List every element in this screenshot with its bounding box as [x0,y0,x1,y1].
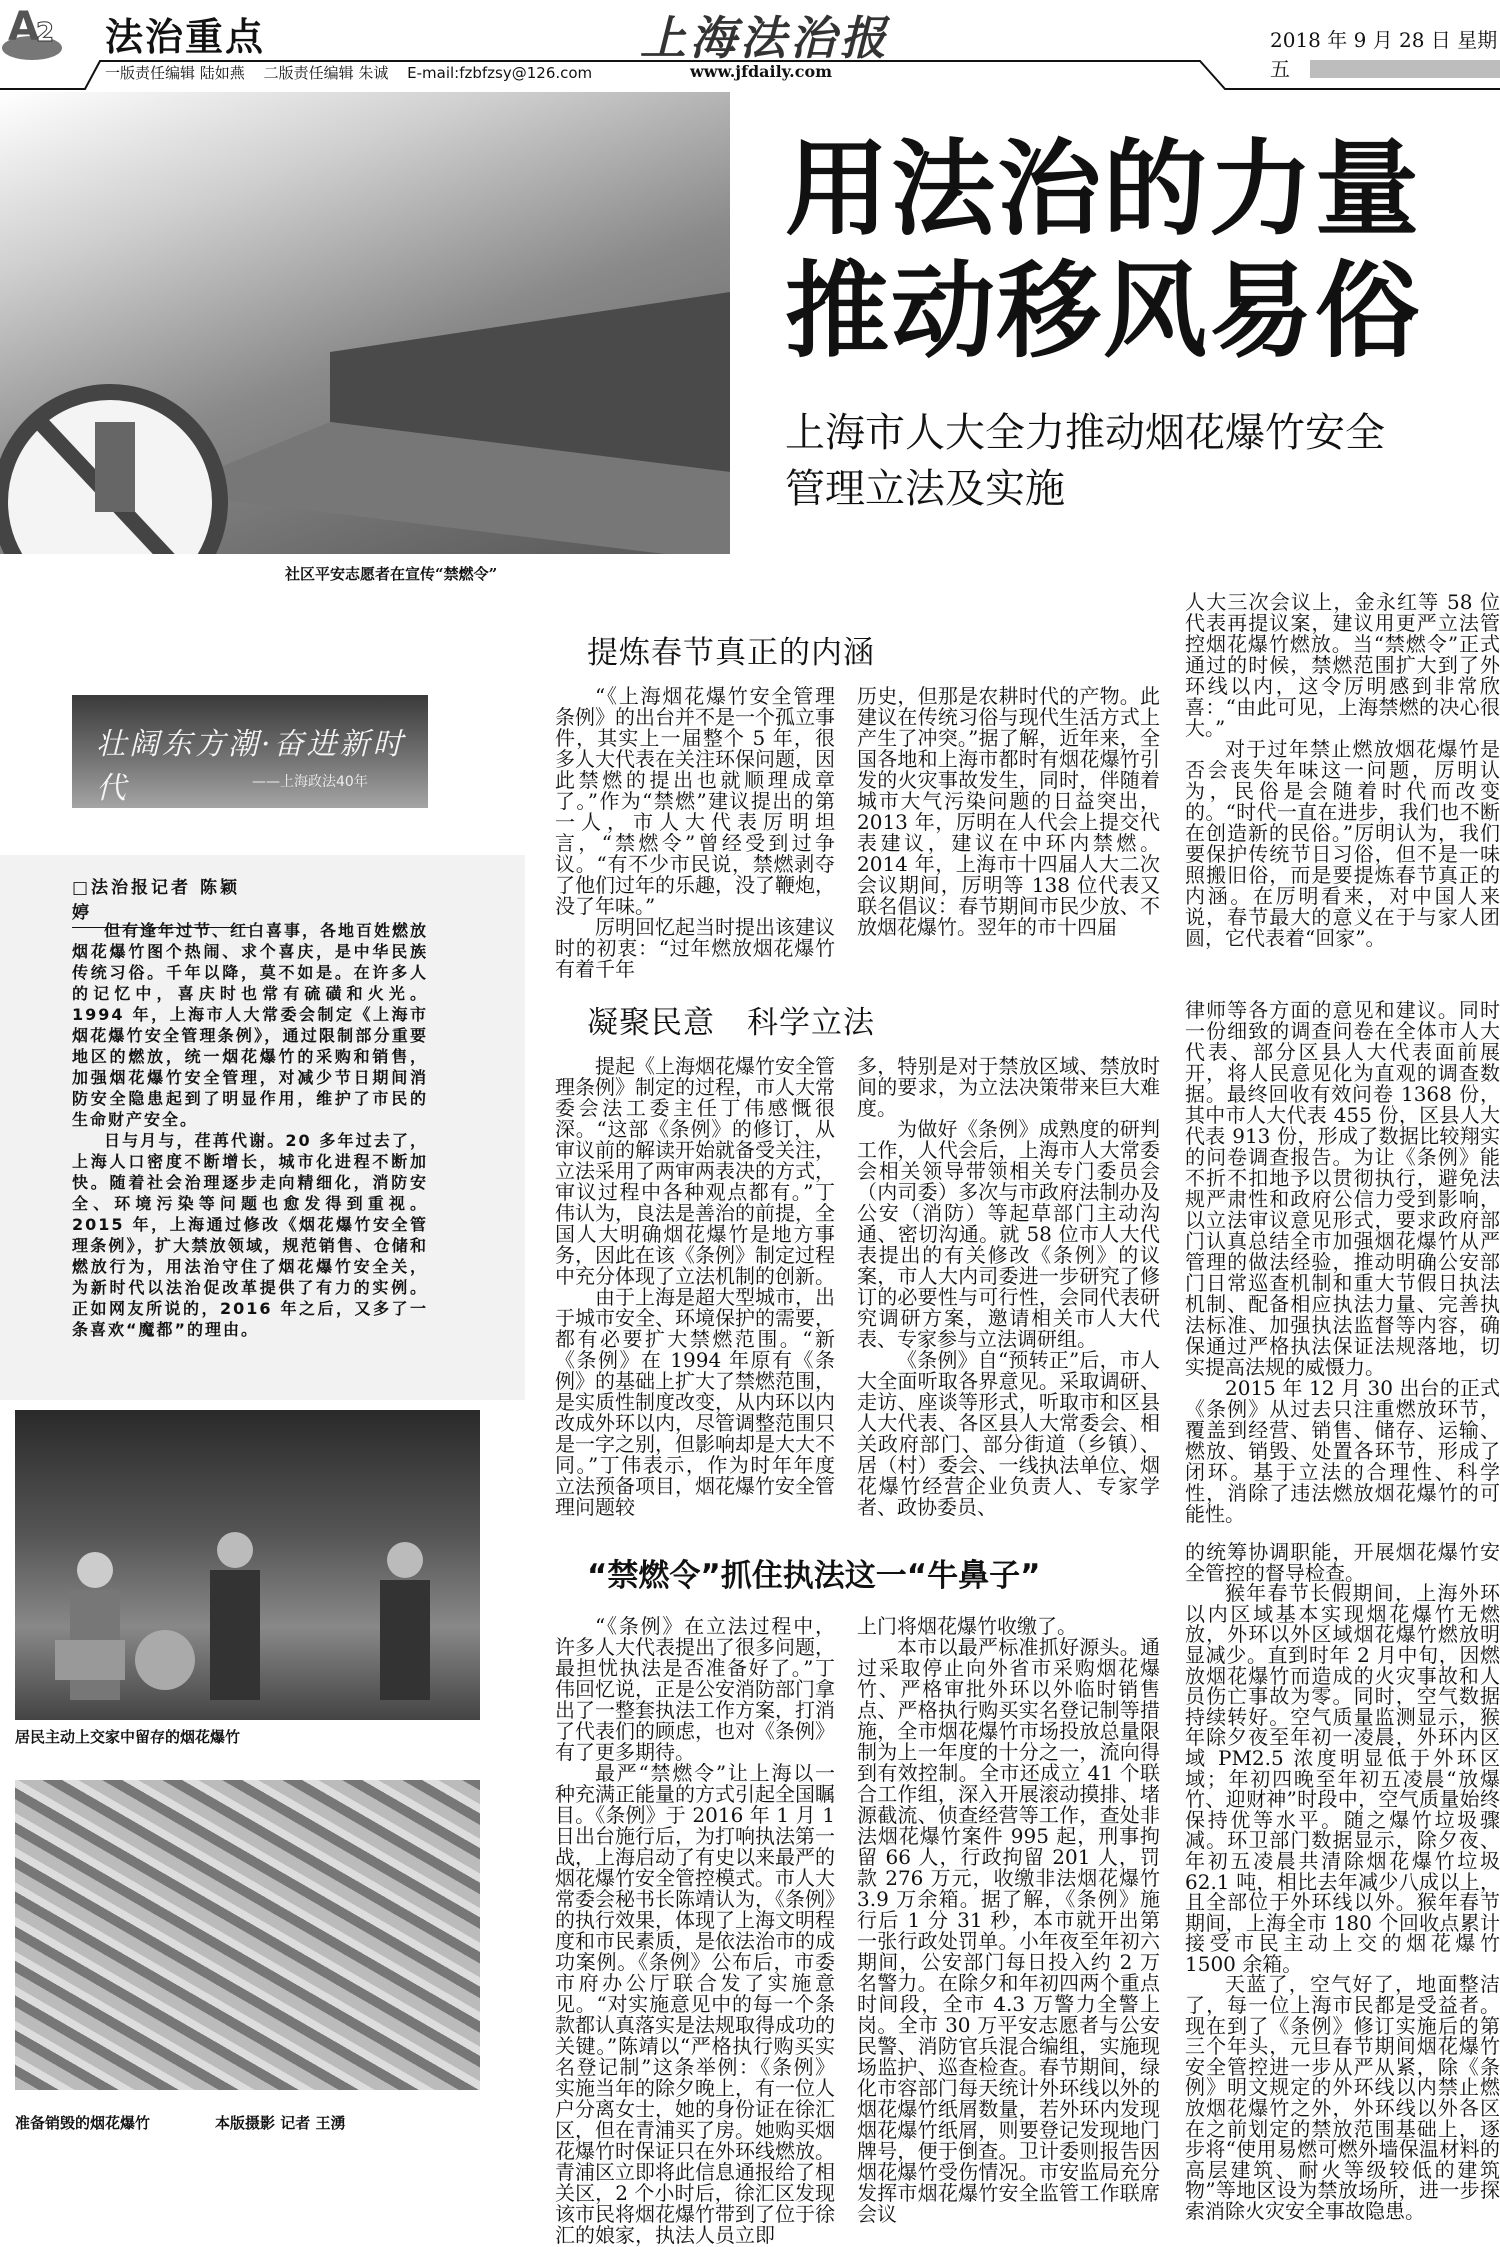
subheadline: 上海市人大全力推动烟花爆竹安全管理立法及实施 [785,410,1385,512]
editor-1: 一版责任编辑 陆如燕 [105,64,245,82]
paragraph: 律师等各方面的意见和建议。同时一份细致的调查问卷在全体市人大代表、部分区县人大代表面前展开，将人民意见化为直观的调查数据。最终回收有效问卷 1368 份，其中市人大代表 455 份，区县人大代表 913 份，形成了数据比较翔实的问卷调查报告。为让《条例》能不折不扣地予以贯彻执行，避免法规严肃性和政府公信力受到影响，以立法审议意见形式，要求政府部门认真总结全市加强烟花爆竹从严管理的做法经验，推动明确公安部门日常巡查机制和重大节假日执法机制、配备相应执法力量、完善执法标准、加强执法监督等内容，确保通过严格执法保证法规落地，切实提高法规的威慑力。 [1185,998,1500,1379]
no-fireworks-sign-icon [0,92,730,554]
section-3-title: “禁燃令”抓住执法这一“牛鼻子” [587,1558,1041,1594]
email[interactable]: E-mail:fzbfzsy@126.com [407,64,593,82]
issue-date: 2018 年 9 月 28 日 星期五 [1270,28,1498,81]
paragraph: 《条例》自“预转正”后，市人大全面听取各界意见。采取调研、走访、座谈等形式，听取市和区县人大代表、各区县人大常委会、相关政府部门、部分街道（乡镇）、居（村）委会、一线执法单位、烟花爆竹经营企业负责人、专家学者、政协委员、 [857,1348,1160,1519]
paragraph: 为做好《条例》成熟度的研判工作，人代会后，上海市人大常委会相关领导带领相关专门委员会（内司委）多次与市政府法制办及公安（消防）等起草部门主动沟通、密切沟通。就 58 位市人大代表提出的有关修改《条例》的议案，市人大内司委进一步研究了修订的必要性与可行性，会同代表研究调研方案，邀请相关市人大代表、专家参与立法调研组。 [857,1117,1160,1351]
page-number-badge [0,4,70,62]
paragraph: 对于过年禁止燃放烟花爆竹是否会丧失年味这一问题，厉明认为，民俗是会随着时代而改变的。“时代一直在进步，我们也不断在创造新的民俗。”厉明认为，我们要保护传统节日习俗，但不是一味照搬旧俗，而是要提炼春节真正的内涵。在厉明看来，对中国人来说，春节最大的意义在于与家人团圆，它代表着“回家”。 [1185,737,1500,950]
headline [785,128,1421,372]
paragraph: 多，特别是对于禁放区域、禁放时间的要求，为立法决策带来巨大难度。 [857,1054,1160,1120]
paragraph: 天蓝了，空气好了，地面整洁了，每一位上海市民都是受益者。现在到了《条例》修订实施后的第三个年头，元旦春节期间烟花爆竹安全管控进一步从严从紧，除《条例》明文规定的外环线以内禁止燃放烟花爆竹之外，外环线以外各区在之前划定的禁放范围基础上，逐步将“使用易燃可燃外墙保温材料的高层建筑、耐火等级较低的建筑物”等地区设为禁放场所，进一步探索消除火灾安全事故隐患。 [1185,1972,1500,2223]
paragraph: 厉明回忆起当时提出该建议时的初衷：“过年燃放烟花爆竹有着千年 [555,915,835,981]
paragraph: 人大三次会议上，金永红等 58 位代表再提议案，建议用更严立法管控烟花爆竹燃放。当“禁燃令”正式通过的时候，禁燃范围扩大到了外环线以内，这令厉明感到非常欣喜：“由此可见，上海禁燃的决心很大。” [1185,590,1500,740]
section-2-column-2 [857,1056,1160,1518]
ad-banner[interactable] [72,695,428,808]
paragraph: 猴年春节长假期间，上海外环以内区域基本实现烟花爆竹无燃放，外环以外区域烟花爆竹燃放明显减少。直到时年 2 月中旬，因燃放烟花爆竹而造成的火灾事故和人员伤亡事故为零。同时，空气数据持续转好。空气质量监测显示，猴年除夕夜至年初一凌晨，外环内区域 PM2.5 浓度明显低于外环区域；年初四晚至年初五凌晨“放爆竹、迎财神”时段中，空气质量始终保持优等水平。随之爆竹垃圾骤减。环卫部门数据显示，除夕夜、年初五凌晨共清除烟花爆竹垃圾 62.1 吨，相比去年减少八成以上，且全部位于外环线以外。猴年春节期间，上海全市 180 个回收点累计接受市民主动上交的烟花爆竹 1500 余箱。 [1185,1581,1500,1976]
paragraph: 提起《上海烟花爆竹安全管理条例》制定的过程，市人大常委会法工委主任丁伟感慨很深。“这部《条例》的修订，从审议前的解读开始就备受关注，立法采用了两审两表决的方式，审议过程中各种观点都有。”丁伟认为，良法是善治的前提，全国人大明确烟花爆竹是地方事务，因此在该《条例》制定过程中充分体现了立法机制的创新。 [555,1054,835,1288]
editors-line [105,62,606,83]
section-3-column-3 [1185,1542,1500,2222]
section-2-column-3 [1185,1000,1500,1525]
section-2-title: 凝聚民意 科学立法 [587,1005,875,1041]
ad-banner-title: 壮阔东方潮·奋进新时代 [96,727,406,806]
section-1-column-1 [555,686,835,980]
badge-letter: A [8,4,39,50]
people-silhouettes-icon [15,1410,480,1720]
editor-2: 二版责任编辑 朱诚 [263,64,389,82]
paragraph: 上门将烟花爆竹收缴了。 [857,1614,1077,1638]
headline-line-2: 推动移风易俗 [785,250,1422,372]
lead-paragraph: 但有逢年过节、红白喜事，各地百姓燃放烟花爆竹图个热闹、求个喜庆，是中华民族传统习俗。千年以降，莫不如是。在许多人的记忆中，喜庆时也常有硫磺和火光。1994 年，上海市人大常委会制定《上海市烟花爆竹安全管理条例》，通过限制部分重要地区的燃放，统一烟花爆竹的采购和销售，加强烟花爆竹安全管理，对减少节日期间消防安全隐患起到了明显作用，维护了市民的生命财产安全。 [72,921,429,1129]
lead-text [72,920,428,1340]
paragraph: 最严“禁燃令”让上海以一种充满正能量的方式引起全国瞩目。《条例》于 2016 年 1 月 1 日出台施行后，为打响执法第一战，上海启动了有史以来最严的烟花爆竹安全管控模式。市人大常委会秘书长陈靖认为，《条例》的执行效果，体现了上海文明程度和市民素质，是依法治市的成功案例。《条例》公布后，市委市府办公厅联合发了实施意见。“对实施意见中的每一个条款都认真落实是法规取得成功的关键。”陈靖以“严格执行购买实名登记制”这条举例：《条例》实施当年的除夕晚上，有一位人户分离女士，她的身份证在徐汇区，但在青浦买了房。她购买烟花爆竹时保证只在外环线燃放。青浦区立即将此信息通报给了相关区，2 个小时后，徐汇区发现该市民将烟花爆竹带到了位于徐汇的娘家，执法人员立即 [555,1761,835,2247]
website-url[interactable]: www.jfdaily.com [690,62,833,81]
badge-number: 2 [36,18,55,48]
paragraph: 由于上海是超大型城市，出于城市安全、环境保护的需要，都有必要扩大禁燃范围。“新《条例》在 1994 年原有《条例》的基础上扩大了禁燃范围，是实质性制度改变，从内环以内改成外环以内，尽管调整范围只是一字之别，但影响却是大大不同。”丁伟表示，作为时年年度立法预备项目，烟花爆竹安全管理问题较 [555,1285,835,1519]
photo2-caption: 居民主动上交家中留存的烟花爆竹 [15,1728,241,1746]
ad-banner-subtitle: ——上海政法40年 [252,774,368,790]
paragraph: 2015 年 12 月 30 出台的正式《条例》从过去只注重燃放环节，覆盖到经营、销售、储存、运输、燃放、销毁、处置各环节，形成了闭环。基于立法的合理性、科学性，消除了违法燃放烟花爆竹的可能性。 [1185,1376,1500,1526]
lead-paragraph: 日与月与，荏苒代谢。20 多年过去了，上海人口密度不断增长，城市化进程不断加快。随着社会治理逐步走向精细化，消防安全、环境污染等问题也愈发得到重视。2015 年，上海通过修改《烟花爆竹安全管理条例》，扩大禁放领域，规范销售、仓储和燃放行为，用法治守住了烟花爆竹安全关，为新时代以法治促改革提供了有力的实例。正如网友所说的，2016 年之后，又多了一条喜欢“魔都”的理由。 [72,1131,428,1339]
section-2-column-1 [555,1056,835,1518]
paragraph: “《上海烟花爆竹安全管理条例》的出台并不是一个孤立事件，其实上一届整个 5 年，很多人大代表在关注环保问题，因此禁燃的提出也就顺理成章了。”作为“禁燃”建议提出的第一人，市人大代表厉明坦言，“禁燃令”曾经受到过争议。“有不少市民说，禁燃剥夺了他们过年的乐趣，没了鞭炮，没了年味。” [555,684,835,918]
photo-residents-handing-in-fireworks [15,1410,480,1720]
section-3-column-1 [555,1616,835,2246]
main-photo [0,92,730,554]
paragraph: “《条例》在立法过程中，许多人大代表提出了很多问题，最担忧执法是否准备好了。”丁伟回忆说，正是公安消防部门拿出了一整套执法工作方案，打消了代表们的顾虑，也对《条例》有了更多期待。 [555,1614,835,1764]
section-name: 法治重点 [105,15,266,59]
header-gray-bar [1310,60,1500,78]
section-1-title: 提炼春节真正的内涵 [587,635,875,671]
masthead-logo: 上海法治报 [640,11,890,65]
photo-fireworks-to-destroy [15,1780,480,2090]
section-3-column-2 [857,1616,1160,2225]
paragraph: 的统筹协调职能，开展烟花爆竹安全管控的督导检查。 [1185,1540,1500,1585]
photo3-caption: 准备销毁的烟花爆竹 [15,2114,151,2132]
paragraph: 历史，但那是农耕时代的产物。此建议在传统习俗与现代生活方式上产生了冲突。”据了解，近年来，全国各地和上海市都时有烟花爆竹引发的火灾事故发生，同时，伴随着城市大气污染问题的日益突出，2013 年，厉明在人代会上提交代表建议，建议在中环内禁燃。2014 年，上海市十四届人大二次会议期间，厉明等 138 位代表又联名倡议：春节期间市民少放、不放烟花爆竹。翌年的市十四届 [857,684,1160,939]
photo-credit: 本版摄影 记者 王湧 [215,2114,346,2132]
byline: □法治报记者 陈颖婷 [72,873,250,928]
section-1-column-3 [1185,592,1500,949]
main-photo-caption: 社区平安志愿者在宣传“禁燃令” [285,565,498,583]
headline-line-1: 用法治的力量 [785,128,1422,250]
section-1-column-2 [857,686,1160,938]
paragraph: 本市以最严标准抓好源头。通过采取停止向外省市采购烟花爆竹、严格审批外环以外临时销售点、严格执行购买实名登记制等措施，全市烟花爆竹市场投放总量限制为上一年度的十分之一，流向得到有效控制。全市还成立 41 个联合工作组，深入开展滚动摸排、堵源截流、侦查经营等工作，查处非法烟花爆竹案件 995 起，刑事拘留 66 人，行政拘留 201 人，罚款 276 万元，收缴非法烟花爆竹 3.9 万余箱。据了解，《条例》施行后 1 分 31 秒，本市就开出第一张行政处罚单。小年夜至年初六期间，公安部门每日投入约 2 万名警力。在除夕和年初四两个重点时间段，全市 4.3 万警力全警上岗。全市 30 万平安志愿者与公安民警、消防官兵混合编组，实施现场监护、巡查检查。春节期间，绿化市容部门每天统计外环线以外的烟花爆竹纸屑数量，若外环内发现烟花爆竹纸屑，则要登记发现地门牌号，便于倒查。卫计委则报告因烟花爆竹受伤情况。市安监局充分发挥市烟花爆竹安全监管工作联席会议 [857,1635,1160,2226]
